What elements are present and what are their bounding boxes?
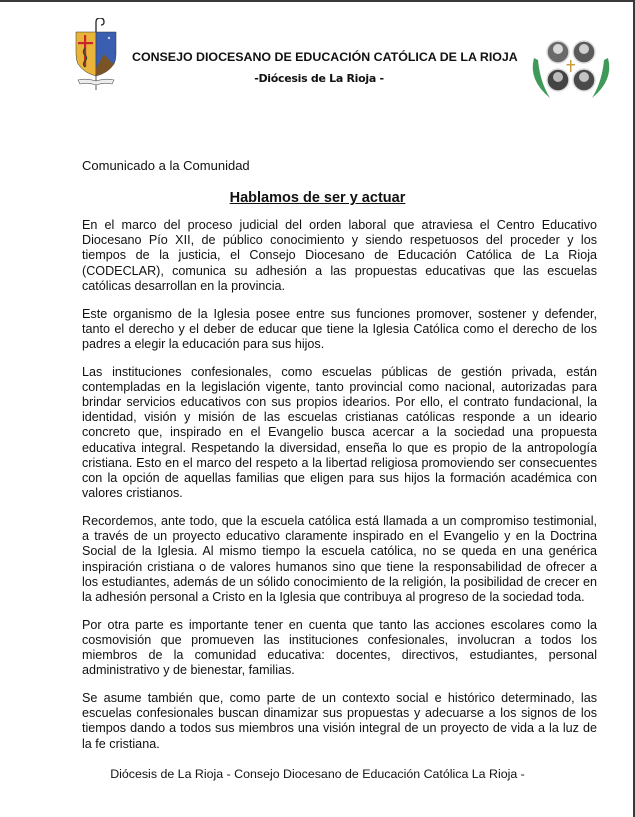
page-footer: Diócesis de La Rioja - Consejo Diocesano de Educación Católica La Rioja - [110, 767, 525, 781]
document-title: Hablamos de ser y actuar [229, 190, 406, 206]
body-paragraph: Recordemos, ante todo, que la escuela católica está llamada a un compromiso testimonial, a través de un proyecto educativo claramente inspirado en el Evangelio y en la Doctrina Social de la Iglesia. Al mismo tiempo la escuela católica, no se queda en una genérica inspiración cristiana o de valores humanos sino que tiene la responsabilidad de ofrecer a los estudiantes, además de un sólido conocimiento de la religión, la posibilidad de crecer en la adhesión personal a Cristo en la Iglesia que contribuya al progreso de la sociedad toda. [82, 513, 597, 604]
body-paragraph: Este organismo de la Iglesia posee entre sus funciones promover, sostener y defender, tanto el derecho y el deber de educar que tiene la Iglesia Católica como el derecho de los padres a elegir la educación para sus hijos. [82, 306, 597, 351]
body-paragraph: Por otra parte es importante tener en cuenta que tanto las acciones escolares como la cosmovisión que promueven las instituciones confesionales, involucran a todos los miembros de la comunidad educativa: docentes, directivos, estudiantes, personal administrativo y de bienestar, familias. [82, 617, 597, 678]
body-paragraph: En el marco del proceso judicial del orden laboral que atraviesa el Centro Educativo Diocesano Pío XII, de público conocimiento y siendo respetuosos del proceder y los tiempos de la justicia, el Consejo Diocesano de Educación Católica de La Rioja (CODECLAR), comunica su adhesión a las propuestas educativas que las escuelas católicas desarrollan en la provincia. [82, 218, 597, 293]
body-paragraph: Se asume también que, como parte de un contexto social e histórico determinado, las escuelas confesionales buscan dinamizar sus propuestas y adecuarse a los signos de los tiempos dando a todos sus miembros una visión integral de un proyecto de vida a la luz de la fe cristiana. [82, 690, 597, 751]
diocese-coat-of-arms-logo [74, 18, 118, 92]
martyrs-of-the-gospel-logo [520, 14, 620, 104]
organization-subtitle: -Diócesis de La Rioja - [254, 72, 384, 85]
document-body [82, 218, 597, 764]
body-paragraph: Las instituciones confesionales, como escuelas públicas de gestión privada, están contempladas en la legislación vigente, tanto provincial como nacional, autorizadas para brindar servicios educativos con sus propios idearios. Por ello, el contrato fundacional, la identidad, visión y misión de las escuelas cristianas católicas responde a un ideario concreto que, inspirado en el Evangelio busca acercar a la sociedad una propuesta educativa integral. Respetando la diversidad, enseña lo que es propio de la antropología cristiana. Esto en el marco del respeto a la libertad religiosa promoviendo ser consecuentes con la opción de aquellas familias que eligen para sus hijos la formación académica con valores cristianos. [82, 364, 597, 501]
document-type-label: Comunicado a la Comunidad [82, 158, 250, 173]
organization-title: CONSEJO DIOCESANO DE EDUCACIÓN CATÓLICA DE LA RIOJA [132, 50, 518, 64]
page-frame-top [0, 0, 635, 2]
